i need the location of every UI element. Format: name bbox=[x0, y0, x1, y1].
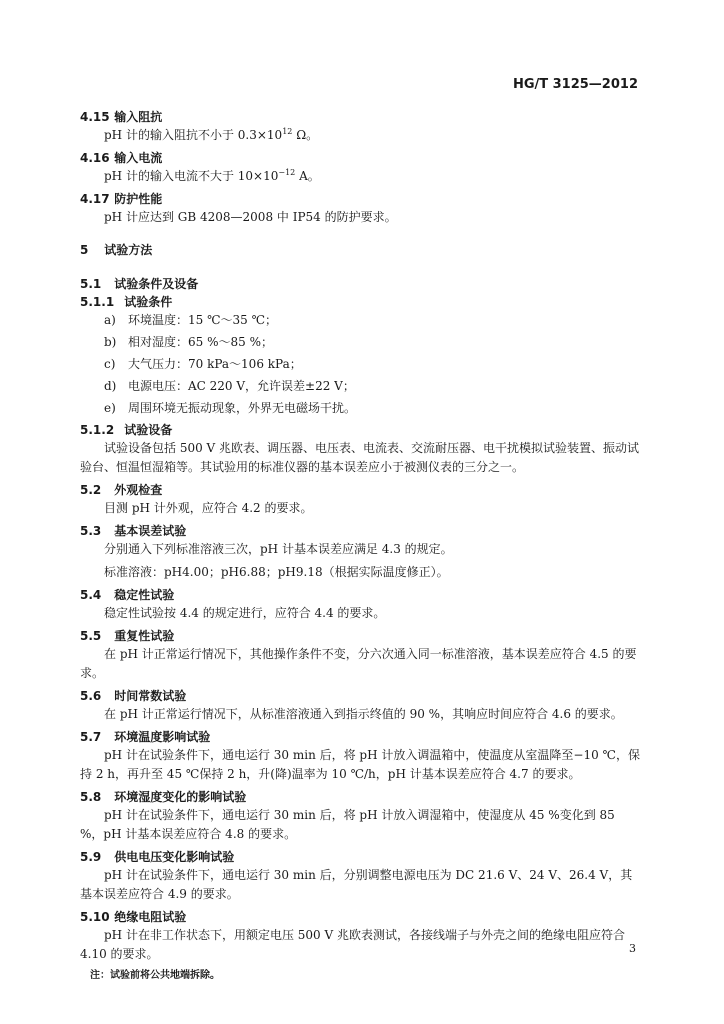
heading-5-8 bbox=[80, 788, 640, 806]
paragraph-voltage-test: pH 计在试验条件下，通电运行 30 min 后，分别调整电源电压为 DC 21.6 V、24 V、26.4 V，其基本误差应符合 4.9 的要求。 bbox=[80, 868, 633, 901]
section-title: 环境温度影响试验 bbox=[114, 730, 211, 744]
paragraph-protection: pH 计应达到 GB 4208—2008 中 IP54 的防护要求。 bbox=[104, 210, 397, 224]
page-body bbox=[80, 108, 640, 984]
paragraph-time-constant: 在 pH 计正常运行情况下，从标准溶液通入到指示终值的 90 %，其响应时间应符合 4.6 的要求。 bbox=[104, 707, 623, 721]
heading-5 bbox=[80, 241, 640, 259]
heading-5-7 bbox=[80, 728, 640, 746]
paragraph-stability: 稳定性试验按 4.4 的规定进行，应符合 4.4 的要求。 bbox=[104, 606, 386, 620]
section-number: 4.16 bbox=[80, 151, 110, 165]
section-number: 5.1.1 bbox=[80, 295, 115, 309]
paragraph-standard-solution: 标准溶液：pH4.00；pH6.88；pH9.18（根据实际温度修正）。 bbox=[104, 565, 449, 579]
heading-5-2 bbox=[80, 481, 640, 499]
section-number: 5.10 bbox=[80, 910, 110, 924]
section-title: 环境湿度变化的影响试验 bbox=[114, 790, 247, 804]
heading-5-1 bbox=[80, 275, 640, 293]
list-item: c) 大气压力：70 kPa～106 kPa； bbox=[104, 357, 302, 371]
section-number: 5.5 bbox=[80, 629, 102, 643]
heading-5-9 bbox=[80, 848, 640, 866]
paragraph-input-current: pH 计的输入电流不大于 $10\times 10^{-12}$ A。 bbox=[104, 168, 320, 183]
document-code: HG/T 3125—2012 bbox=[512, 77, 638, 92]
section-title: 绝缘电阻试验 bbox=[114, 910, 187, 924]
section-number: 4.17 bbox=[80, 192, 110, 206]
section-number: 5.2 bbox=[80, 483, 102, 497]
section-title: 供电电压变化影响试验 bbox=[114, 850, 235, 864]
section-number: 5.7 bbox=[80, 730, 102, 744]
paragraph-basic-error: 分别通入下列标准溶液三次，pH 计基本误差应满足 4.3 的规定。 bbox=[104, 542, 453, 556]
heading-5-4 bbox=[80, 586, 640, 604]
section-number: 5.6 bbox=[80, 689, 102, 703]
section-number: 5.9 bbox=[80, 850, 102, 864]
section-number: 5.3 bbox=[80, 524, 102, 538]
heading-5-5 bbox=[80, 627, 640, 645]
section-title: 基本误差试验 bbox=[114, 524, 187, 538]
section-number: 5.1.2 bbox=[80, 423, 115, 437]
section-title: 试验方法 bbox=[104, 243, 153, 257]
section-number: 5.1 bbox=[80, 277, 102, 291]
heading-5-10 bbox=[80, 908, 640, 926]
heading-5-1-2 bbox=[80, 421, 640, 439]
paragraph-temperature-test: pH 计在试验条件下，通电运行 30 min 后，将 pH 计放入调温箱中，使温度从室温降至−10 ℃，保持 2 h，再升至 45 ℃保持 2 h，升(降)温率为 10 ℃/h，pH 计基本误差应符合 4.7 的要求。 bbox=[80, 748, 640, 781]
heading-5-6 bbox=[80, 687, 640, 705]
heading-4-16 bbox=[80, 149, 640, 167]
heading-4-17 bbox=[80, 190, 640, 208]
heading-5-1-1 bbox=[80, 293, 640, 311]
paragraph-test-equipment: 试验设备包括 500 V 兆欧表、调压器、电压表、电流表、交流耐压器、电干扰模拟试验装置、振动试验台、恒温恒湿箱等。其试验用的标准仪器的基本误差应小于被测仪表的三分之一。 bbox=[80, 441, 640, 474]
section-title: 输入阻抗 bbox=[114, 110, 163, 124]
paragraph-insulation-test: pH 计在非工作状态下，用额定电压 500 V 兆欧表测试，各接线端子与外壳之间的绝缘电阻应符合 4.10 的要求。 bbox=[80, 928, 625, 961]
heading-4-15 bbox=[80, 108, 640, 126]
section-title: 外观检查 bbox=[114, 483, 163, 497]
page-number: 3 bbox=[629, 942, 636, 955]
section-title: 试验设备 bbox=[124, 423, 173, 437]
list-item: a) 环境温度：15 ℃～35 ℃； bbox=[104, 313, 278, 327]
section-title: 试验条件 bbox=[124, 295, 173, 309]
list-item: b) 相对湿度：65 %～85 %； bbox=[104, 335, 273, 349]
section-number: 4.15 bbox=[80, 110, 110, 124]
list-item: d) 电源电压：AC 220 V，允许误差±22 V； bbox=[104, 379, 355, 393]
section-title: 稳定性试验 bbox=[114, 588, 175, 602]
paragraph-input-impedance: pH 计的输入阻抗不小于 $0.3\times 10^{12}$ Ω。 bbox=[104, 127, 319, 142]
section-title: 输入电流 bbox=[114, 151, 163, 165]
note: 注：试验前将公共地端拆除。 bbox=[90, 970, 220, 981]
section-number: 5.8 bbox=[80, 790, 102, 804]
heading-5-3 bbox=[80, 522, 640, 540]
paragraph-appearance: 目测 pH 计外观，应符合 4.2 的要求。 bbox=[104, 501, 313, 515]
section-title: 试验条件及设备 bbox=[114, 277, 199, 291]
section-number: 5 bbox=[80, 243, 89, 257]
list-item: e) 周围环境无振动现象，外界无电磁场干扰。 bbox=[104, 401, 357, 415]
paragraph-humidity-test: pH 计在试验条件下，通电运行 30 min 后，将 pH 计放入调湿箱中，使湿度从 45 %变化到 85 %，pH 计基本误差应符合 4.8 的要求。 bbox=[80, 808, 615, 841]
section-title: 时间常数试验 bbox=[114, 689, 187, 703]
section-title: 重复性试验 bbox=[114, 629, 175, 643]
section-title: 防护性能 bbox=[114, 192, 163, 206]
section-number: 5.4 bbox=[80, 588, 102, 602]
paragraph-repeatability: 在 pH 计正常运行情况下，其他操作条件不变，分六次通入同一标准溶液，基本误差应符合 4.5 的要求。 bbox=[80, 647, 637, 680]
